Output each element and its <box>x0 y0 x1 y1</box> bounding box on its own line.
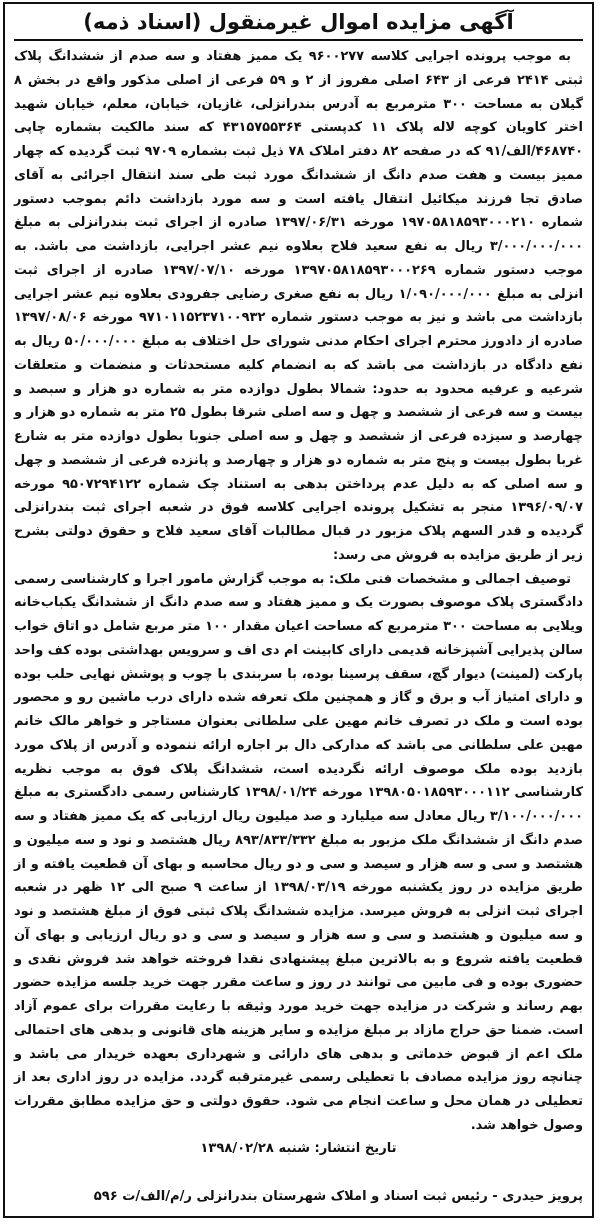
paragraph-property-description: توصیف اجمالی و مشخصات فنی ملک: به موجب گزارش مامور اجرا و کارشناسی رسمی دادگستری پلاک موصوف بصورت یک و ممیز هفتاد و سه صدم دانگ از ششدانگ یکباب‌خانه ویلایی به مساحت ۳۰۰ مترمربع که مساحت اعیان مقدار ۱۰۰ متر مربع شامل دو اتاق خواب سالن پذیرایی آشپزخانه قدیمی دارای کابینت ام دی اف و سرویس بهداشتی بوده کف واحد پارکت (لمینت) دیوار گچ، سقف پرسینا بوده، با سربندی با چوب و پوشش نهایی حلب بوده و دارای امتیاز آب و برق و گاز و همچنین ملک تعرفه شده دارای درب ماشین رو و محصور بوده است و ملک در تصرف خانم مهین علی سلطانی بعنوان مستاجر و خواهر مالک خانم مهین علی سلطانی می باشد که مدارکی دال بر اجاره ارائه ننموده و آدرس از پلاک مورد بازدید بوده ملک موصوف ارائه نگردیده است، ششدانگ پلاک فوق به موجب نظریه کارشناسی ۱۳۹۸۰۵۰۱۸۵۹۳۰۰۰۱۱۲ مورخه ۱۳۹۸/۰۱/۲۴ کارشناس رسمی دادگستری به مبلغ ۳/۱۰۰/۰۰۰/۰۰۰ ریال معادل سه میلیارد و صد میلیون ریال ارزیابی که یک ممیز هفتاد و سه صدم دانگ از ششدانگ ملک مزبور به مبلغ ۸۹۳/۸۳۳/۳۳۲ ریال هشتصد و نود و سه میلیون و هشتصد و سی و سه هزار و سیصد و سی و دو ریال محاسبه و بهای آن قطعیت یافته و از طریق مزایده در روز یکشنبه مورخه ۱۳۹۸/۰۳/۱۹ از ساعت ۹ صبح الی ۱۲ ظهر در شعبه اجرای ثبت انزلی به فروش میرسد. مزایده ششدانگ پلاک ثبتی فوق از مبلغ هشتصد و نود و سه میلیون و هشتصد و سی و سه هزار و سیصد و سی و دو ریال ارزیابی و بهای آن قطعیت یافته شروع و به بالاترین مبلغ پیشنهادی نقدا فروخته خواهد شد فروش نقدی و حضوری بوده و فی مابین می توانند در روز و ساعت مقرر جهت خرید جلسه مزایده حضور بهم رساند و شرکت در مزایده جهت خرید مورد وثیقه با رعایت مقررات برای عموم آزاد است. ضمنا حق حراج مازاد بر مبلغ مزایده و سایر هزینه های قانونی و بدهی های احتمالی ملک اعم از قبوض خدماتی و بدهی های دارائی و شهرداری بعهده خریدار می باشد و چنانچه روز مزایده مصادف با تعطیلی رسمی غیرمترقبه گردد. مزایده در روز اداری بعد از تعطیلی در همان محل و ساعت انجام می شود. حقوق دولتی و حق مزایده مطابق مقررات وصول خواهد شد. <box>14 571 584 1133</box>
signature-line: پرویز حیدری - رئیس ثبت اسناد و املاک شهرستان بندرانزلی ر/م/الف/ت ۵۹۶ <box>93 1189 583 1204</box>
paragraph-case-details: به موجب پرونده اجرایی کلاسه ۹۶۰۰۲۷۷ یک ممیز هفتاد و سه صدم از ششدانگ پلاک ثبتی ۲۴۱۴ فرعی از ۶۴۳ اصلی مفروز از ۲ و ۵۹ فرعی از اصلی مذکور واقع در بخش ۸ گیلان به مساحت ۳۰۰ مترمربع به آدرس بندرانزلی، غازیان، خیابان، معلم، خیابان شهید اختر کاویان کوچه لاله پلاک ۱۱ کدپستی ۴۳۱۵۷۵۵۳۶۴ که سند مالکیت بشماره چاپی ۴۶۸۷۴۰/الف/۹۱ که در صفحه ۸۲ دفتر املاک ۷۸ ذیل ثبت بشماره ۹۷۰۹ ثبت گردیده که چهار ممیز بیست و هفت صدم دانگ از ششدانگ مورد ثبت طی سند انتقال اجرائی به آقای صادق تجا فرزند میکائیل انتقال یافته است و سه مورد بازداشت دائم بموجب دستور شماره ۱۹۷۰۵۸۱۸۵۹۳۰۰۰۲۱۰ مورخه ۱۳۹۷/۰۶/۳۱ صادره از اجرای ثبت بندرانزلی به مبلغ ۳/۰۰۰/۰۰۰/۰۰۰ ریال به نفع سعید فلاح بعلاوه نیم عشر اجرایی، بازداشت می باشد. به موجب دستور شماره ۱۳۹۷۰۵۸۱۸۵۹۳۰۰۰۲۶۹ مورخه ۱۳۹۷/۰۷/۱۰ صادره از اجرای ثبت انزلی به مبلغ ۱/۰۹۰/۰۰۰/۰۰۰ ریال به نفع صغری رضایی جفرودی بعلاوه نیم عشر اجرایی بازداشت می باشد و نیز به موجب دستور شماره ۹۷۱۰۱۱۵۲۳۷۱۰۰۹۳۲ مورخه ۱۳۹۷/۰۸/۰۶ صادره از دادورز محترم اجرای احکام مدنی شورای حل اختلاف به مبلغ ۵۰/۰۰۰/۰۰۰ ریال به نفع دادگاه در بازداشت می باشد که به انضمام کلیه مستحدثات و منضمات و متعلقات شرعیه و عرفیه محدود به حدود: شمالا بطول دوازده متر به شماره دو هزار و سبصد و بیست و سه فرعی از ششصد و چهل و سه اصلی شرقا بطول ۲۵ متر به شماره دو هزار و چهارصد و سیزده فرعی از ششصد و چهل و سه اصلی جنوبا بطول دوازده متر به شارع غربا بطول بیست و پنج متر به شماره دو هزار و چهارصد و پانزده فرعی از ششصد و چهل و سه اصلی که به دلیل عدم پرداختن بدهی به استناد چک شماره ۹۵۰۷۲۹۴۱۲۲ مورخه ۱۳۹۶/۰۹/۰۷ منجر به تشکیل پرونده اجرایی کلاسه فوق در شعبه اجرای ثبت بندرانزلی گردیده و قدر السهم پلاک مزبور در قبال مطالبات آقای سعید فلاح و حقوق دولتی بشرح زیر از طریق مزایده به فروش می رسد: <box>14 49 584 563</box>
notice-title: آگهی مزایده اموال غیرمنقول (اسناد ذمه) <box>14 8 583 41</box>
auction-notice <box>3 2 594 1218</box>
publish-date: تاریخ انتشار: شنبه ۱۳۹۸/۰۲/۲۸ <box>200 1140 397 1156</box>
notice-body <box>14 45 583 1138</box>
